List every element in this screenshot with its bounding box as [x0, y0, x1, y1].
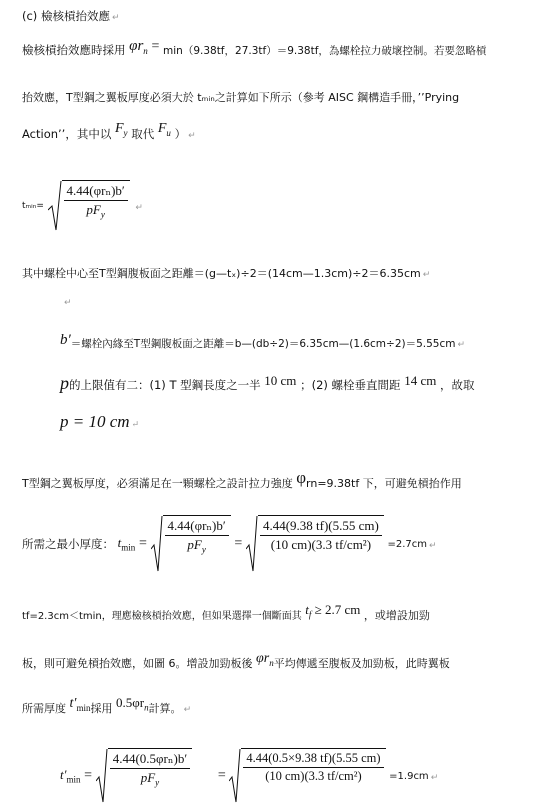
fu-symbol: $F_u$ — [157, 121, 171, 138]
p-value: p = 10 cm ↵ — [60, 412, 140, 431]
required-thickness-line: 所需厚度 $t'_{min}$採用 $0.5\varphi r_n$計算。 ↵ — [22, 695, 192, 715]
stiffener-line: 板，則可避免槓抬效應，如圖 6。增設加勁板後 $\varphi r_n$平均傳遞至腹板及加勁板，此時翼板 — [22, 651, 450, 670]
p-limit-line: p的上限值有二：(1) T 型鋼長度之一半 10 cm ；(2) 螺栓垂直間距 14 cm ，故取 — [60, 373, 475, 393]
section-title: (c) 檢核槓抬效應 ↵ — [22, 9, 120, 23]
tf-check-line: tf=2.3cm＜tmin，理應檢核槓抬效應，但如果選擇一個斷面其 $t_f \ge 2.7$ cm ，或增設加勁 — [22, 602, 430, 622]
fy-symbol: $F_y$ — [114, 121, 128, 138]
formula-reduced-thickness: $t'_{min}$ = $\frac{\text{4.44(0.5φrₙ)b′}}{pF_y}$ = $\frac{4.44(0.5\times 9.38 tf)(5.55 cm)}{\text{(10 cm)(3.3 tf/cm²)}}$ =1.9cm ↵ — [60, 748, 438, 804]
bprime-line: b′＝螺栓內緣至T型鋼腹板面之距離＝b—(db÷2)＝6.35cm—(1.6cm÷2)＝5.55cm ↵ — [60, 332, 466, 350]
formula-min-thickness: 所需之最小厚度： $t_{min}$ = $\frac{\text{4.44(φrₙ)b′}}{pF_y}$ = $\frac{4.44(9.38 tf)(5.55 cm)}{\text{(10 cm)(3.3 tf/cm²)}}$ =2.7cm ↵ — [22, 515, 437, 573]
empty-paragraph-mark: ↵ — [64, 298, 72, 308]
formula-tmin: tₘᵢₙ= $\frac{\text{4.44(φrₙ)b′}}{pF_y}$ ↵ — [22, 180, 143, 232]
flange-thickness-line: T型鋼之翼板厚度，必須滿足在一顆螺栓之設計拉力強度 φrn=9.38tf 下，可避免槓抬作用 — [22, 468, 462, 490]
distance-line: 其中螺栓中心至T型鋼腹板面之距離＝(g—tₓ)÷2＝(14cm—1.3cm)÷2＝6.35cm ↵ — [22, 267, 431, 280]
para1-line2: 抬效應，T型鋼之翼板厚度必須大於 tₘᵢₙ之計算如下所示（參考 AISC 鋼構造手冊，’’Prying — [22, 91, 460, 104]
phi-rn-symbol: $\varphi r_n$ — [129, 38, 148, 56]
para1-line1: 檢核槓抬效應時採用 $\varphi r_n = \min(9.38tf$，27.3tf）＝9.38tf，為螺栓拉力破壞控制。若要忽略槓 — [22, 38, 487, 57]
sqrt-sign: $\frac{\text{4.44(φrₙ)b′}}{pF_y}$ — [48, 180, 130, 232]
para1-line3: Action’’，其中以 $F_y$ 取代 $F_u$ ） ↵ — [22, 121, 196, 141]
